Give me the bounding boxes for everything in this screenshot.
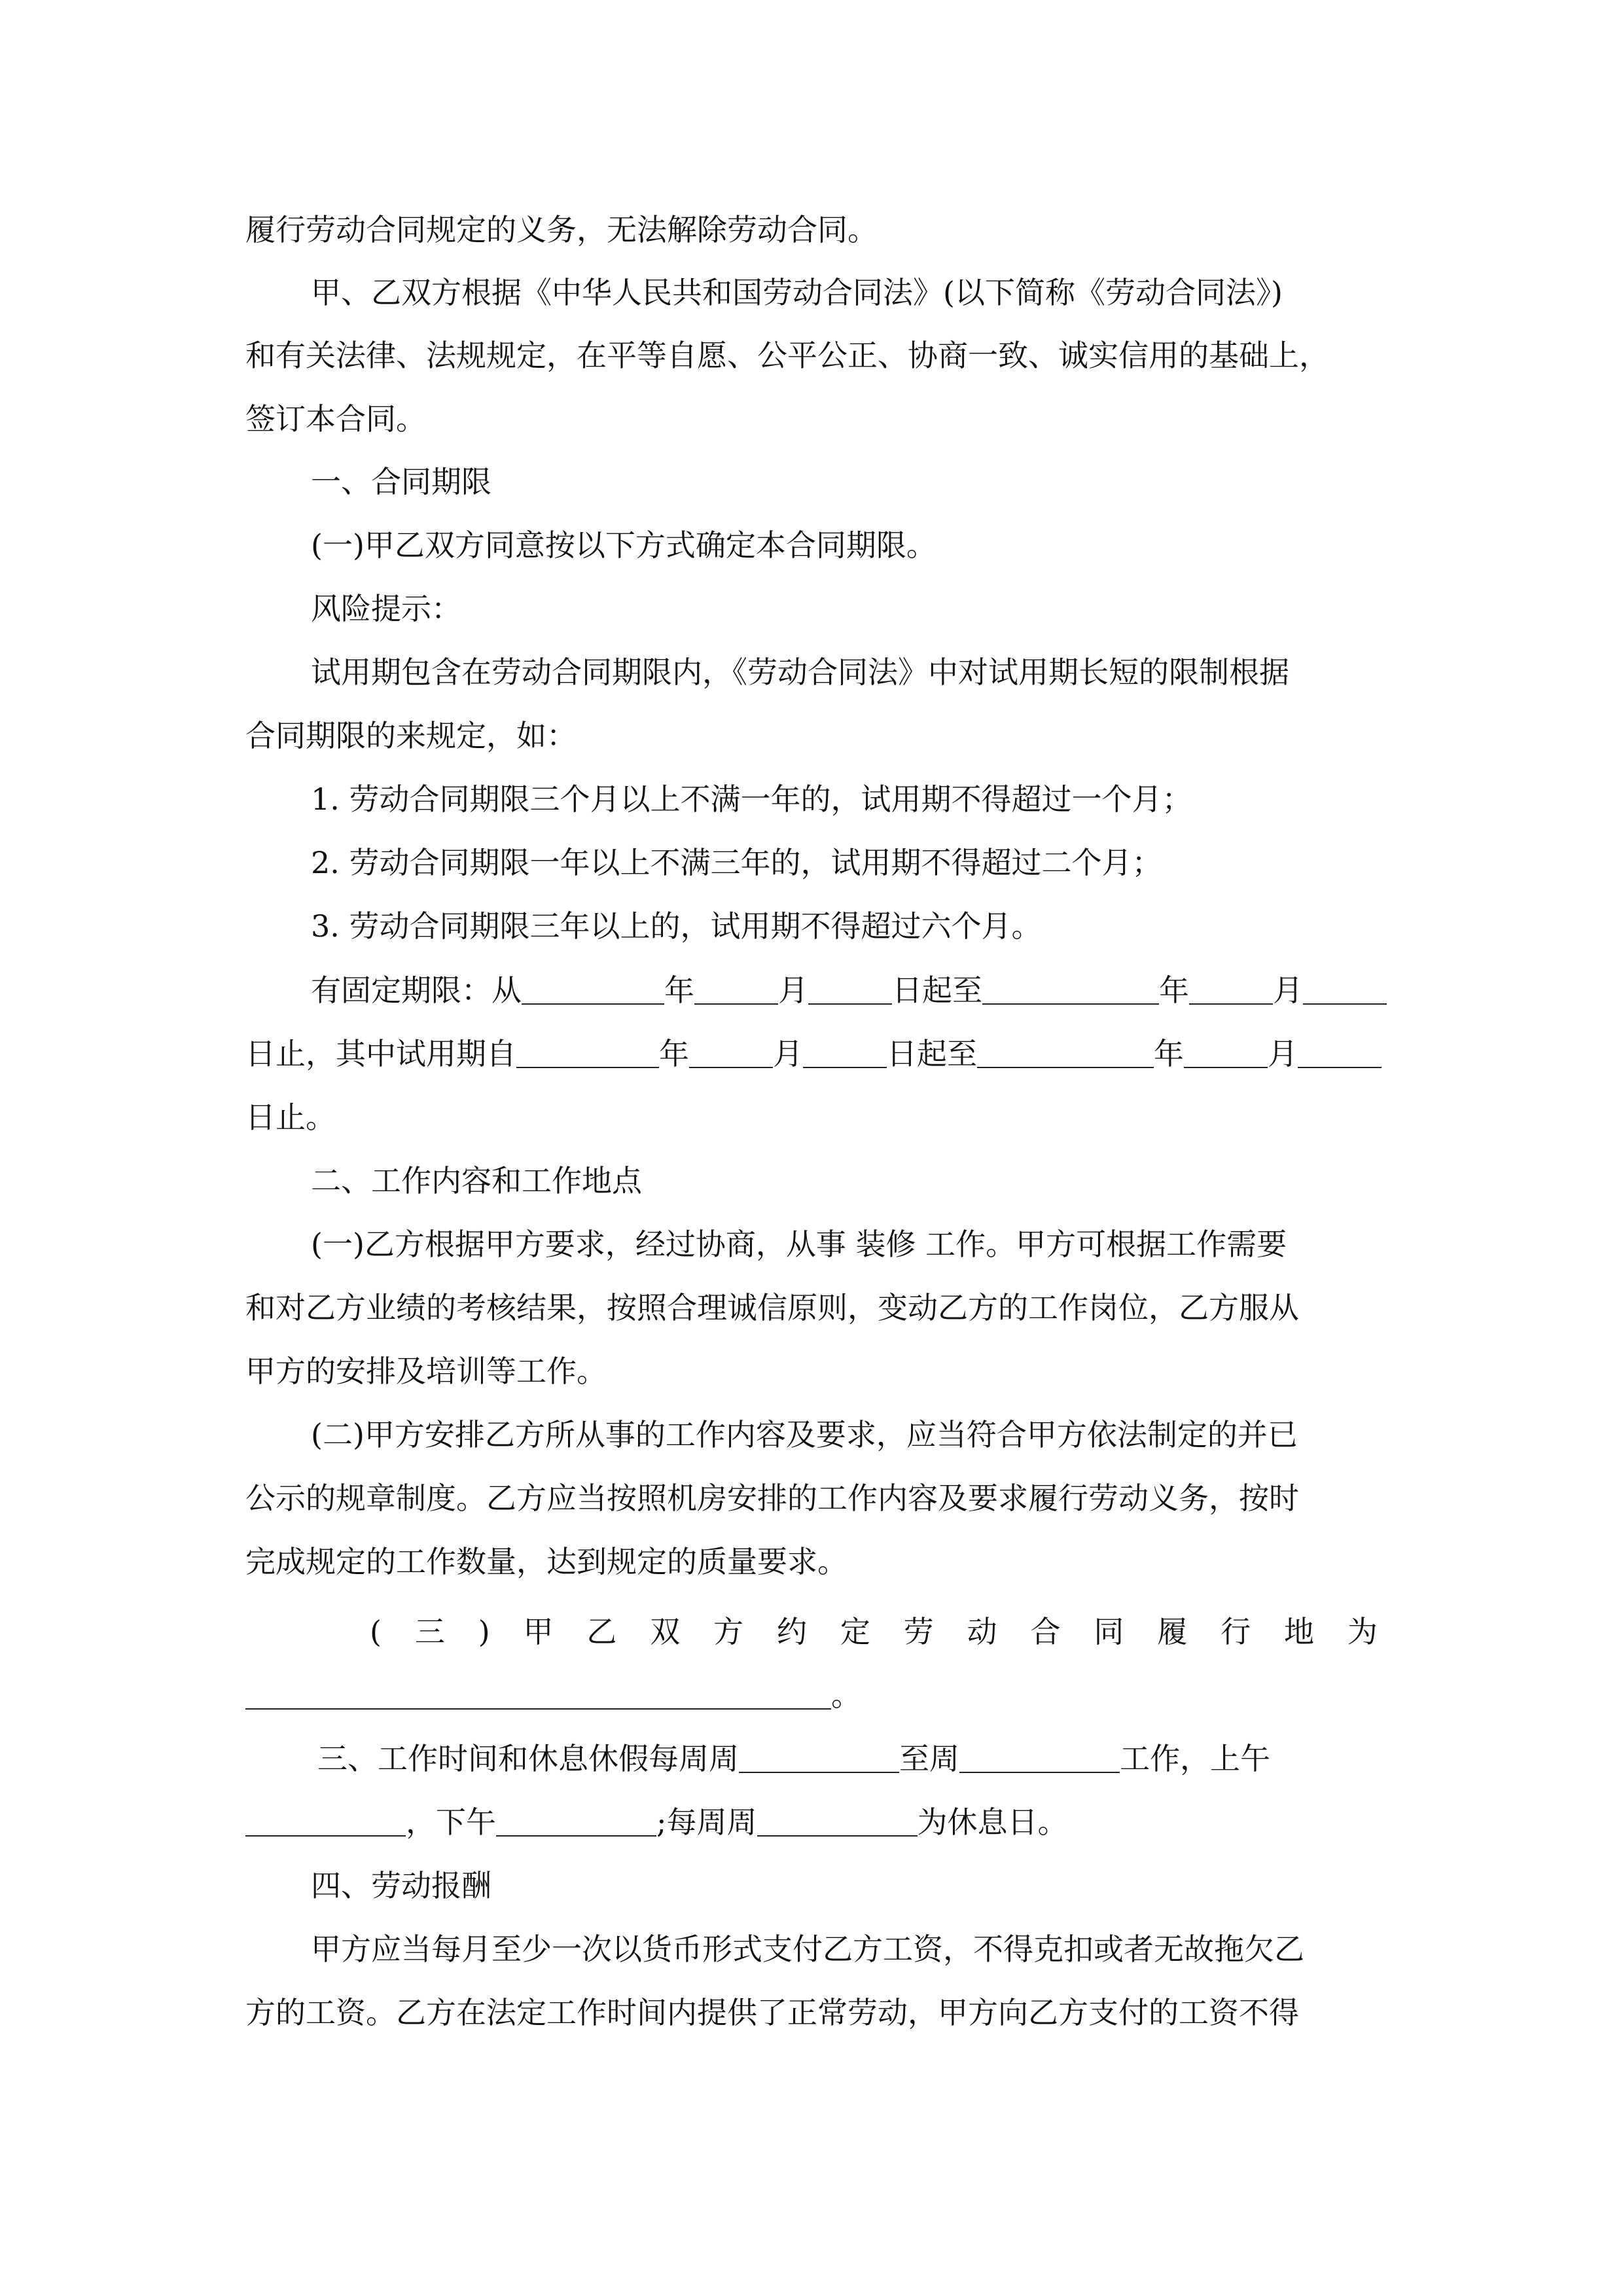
day-from-label: 日起至 (892, 973, 982, 1008)
work-time-afternoon: ，下午 (406, 1804, 496, 1840)
workplace-char: 为 (1347, 1614, 1378, 1649)
fixed-term-line (311, 973, 1387, 1008)
section-heading: 二、工作内容和工作地点 (311, 1163, 642, 1198)
month-label: 月 (1268, 1036, 1298, 1071)
afternoon-hours-blank[interactable] (496, 1809, 656, 1837)
workplace-char: 定 (840, 1614, 870, 1649)
probation-line (245, 1036, 1382, 1071)
workplace-blank-line (245, 1677, 861, 1713)
year-label: 年 (664, 973, 694, 1008)
risk-note-heading: 风险提示： (311, 591, 461, 626)
paragraph-line: 甲方应当每月至少一次以货币形式支付乙方工资，不得克扣或者无故拖欠乙 (311, 1931, 1304, 1967)
paragraph-line: 和对乙方业绩的考核结果，按照合理诚信原则，变动乙方的工作岗位，乙方服从 (245, 1290, 1299, 1325)
fixed-term-label: 有固定期限：从 (311, 973, 522, 1008)
probation-start-year-blank[interactable] (516, 1041, 659, 1068)
workplace-char: 劳 (903, 1614, 934, 1649)
probation-start-day-blank[interactable] (803, 1041, 887, 1068)
paragraph-line: 甲、乙双方根据《中华人民共和国劳动合同法》(以下简称《劳动合同法》) (311, 275, 1283, 310)
paragraph-line: 甲方的安排及培训等工作。 (245, 1354, 607, 1389)
workplace-char: 同 (1094, 1614, 1124, 1649)
paragraph-line: 和有关法律、法规规定，在平等自愿、公平公正、协商一致、诚实信用的基础上， (245, 338, 1329, 373)
paragraph-line: 公示的规章制度。乙方应当按照机房安排的工作内容及要求履行劳动义务，按时 (245, 1480, 1299, 1516)
workplace-char: 履 (1157, 1614, 1188, 1649)
workplace-char: ) (478, 1614, 490, 1649)
morning-hours-blank[interactable] (245, 1809, 406, 1837)
start-year-blank[interactable] (522, 977, 664, 1005)
workplace-char: 乙 (586, 1614, 617, 1649)
work-day-from-blank[interactable] (739, 1746, 899, 1773)
work-time-label: 三、工作时间和休息休假每周周 (317, 1741, 739, 1776)
start-month-blank[interactable] (694, 977, 778, 1005)
work-day-to-blank[interactable] (959, 1746, 1120, 1773)
workplace-line (370, 1614, 1378, 1649)
paragraph-line: 签订本合同。 (245, 401, 426, 437)
paragraph-line: 履行劳动合同规定的义务，无法解除劳动合同。 (245, 212, 878, 247)
paragraph-line: (一)甲乙双方同意按以下方式确定本合同期限。 (311, 528, 936, 563)
probation-end: 日止。 (245, 1100, 336, 1135)
section-heading: 四、劳动报酬 (311, 1868, 491, 1903)
paragraph-line: 方的工资。乙方在法定工作时间内提供了正常劳动，甲方向乙方支付的工资不得 (245, 1995, 1299, 2030)
work-time-morning: 工作，上午 (1120, 1741, 1270, 1776)
workplace-end: 。 (831, 1677, 861, 1713)
end-year-blank[interactable] (982, 977, 1159, 1005)
list-item: 2. 劳动合同期限一年以上不满三年的，试用期不得超过二个月； (311, 845, 1162, 880)
section-heading: 一、合同期限 (311, 464, 491, 499)
workplace-char: ( (370, 1614, 382, 1649)
probation-end-day-blank[interactable] (1298, 1041, 1382, 1068)
workplace-char: 三 (414, 1614, 445, 1649)
paragraph-line: 合同期限的来规定，如： (245, 718, 577, 753)
rest-day-blank[interactable] (757, 1809, 918, 1837)
workplace-char: 双 (650, 1614, 681, 1649)
month-label: 月 (778, 973, 808, 1008)
paragraph-line: (二)甲方安排乙方所从事的工作内容及要求，应当符合甲方依法制定的并已 (311, 1417, 1298, 1452)
workplace-char: 方 (713, 1614, 744, 1649)
probation-start-month-blank[interactable] (689, 1041, 773, 1068)
month-label: 月 (1273, 973, 1303, 1008)
workplace-blank[interactable] (245, 1682, 831, 1710)
paragraph-line: (一)乙方根据甲方要求，经过协商，从事 装修 工作。甲方可根据工作需要 (311, 1227, 1287, 1262)
list-item: 1. 劳动合同期限三个月以上不满一年的，试用期不得超过一个月； (311, 781, 1192, 817)
work-time-line-2 (245, 1804, 1068, 1840)
probation-end-year-blank[interactable] (977, 1041, 1154, 1068)
rest-day-label: ;每周周 (656, 1804, 757, 1840)
end-month-blank[interactable] (1189, 977, 1273, 1005)
month-label: 月 (773, 1036, 803, 1071)
year-label: 年 (1159, 973, 1189, 1008)
work-time-to: 至周 (899, 1741, 959, 1776)
paragraph-line: 试用期包含在劳动合同期限内，《劳动合同法》中对试用期长短的限制根据 (311, 655, 1289, 690)
workplace-char: 约 (777, 1614, 808, 1649)
workplace-char: 地 (1284, 1614, 1315, 1649)
start-day-blank[interactable] (808, 977, 892, 1005)
work-time-line (317, 1741, 1270, 1776)
year-label: 年 (1154, 1036, 1184, 1071)
workplace-char: 甲 (523, 1614, 554, 1649)
probation-end-month-blank[interactable] (1184, 1041, 1268, 1068)
year-label: 年 (659, 1036, 689, 1071)
probation-label: 日止，其中试用期自 (245, 1036, 516, 1071)
day-from-label: 日起至 (887, 1036, 977, 1071)
workplace-char: 行 (1221, 1614, 1251, 1649)
workplace-char: 动 (967, 1614, 997, 1649)
list-item: 3. 劳动合同期限三年以上的，试用期不得超过六个月。 (311, 908, 1042, 944)
workplace-char: 合 (1030, 1614, 1061, 1649)
rest-day-end: 为休息日。 (917, 1804, 1068, 1840)
end-day-blank[interactable] (1303, 977, 1387, 1005)
paragraph-line: 完成规定的工作数量，达到规定的质量要求。 (245, 1544, 847, 1579)
